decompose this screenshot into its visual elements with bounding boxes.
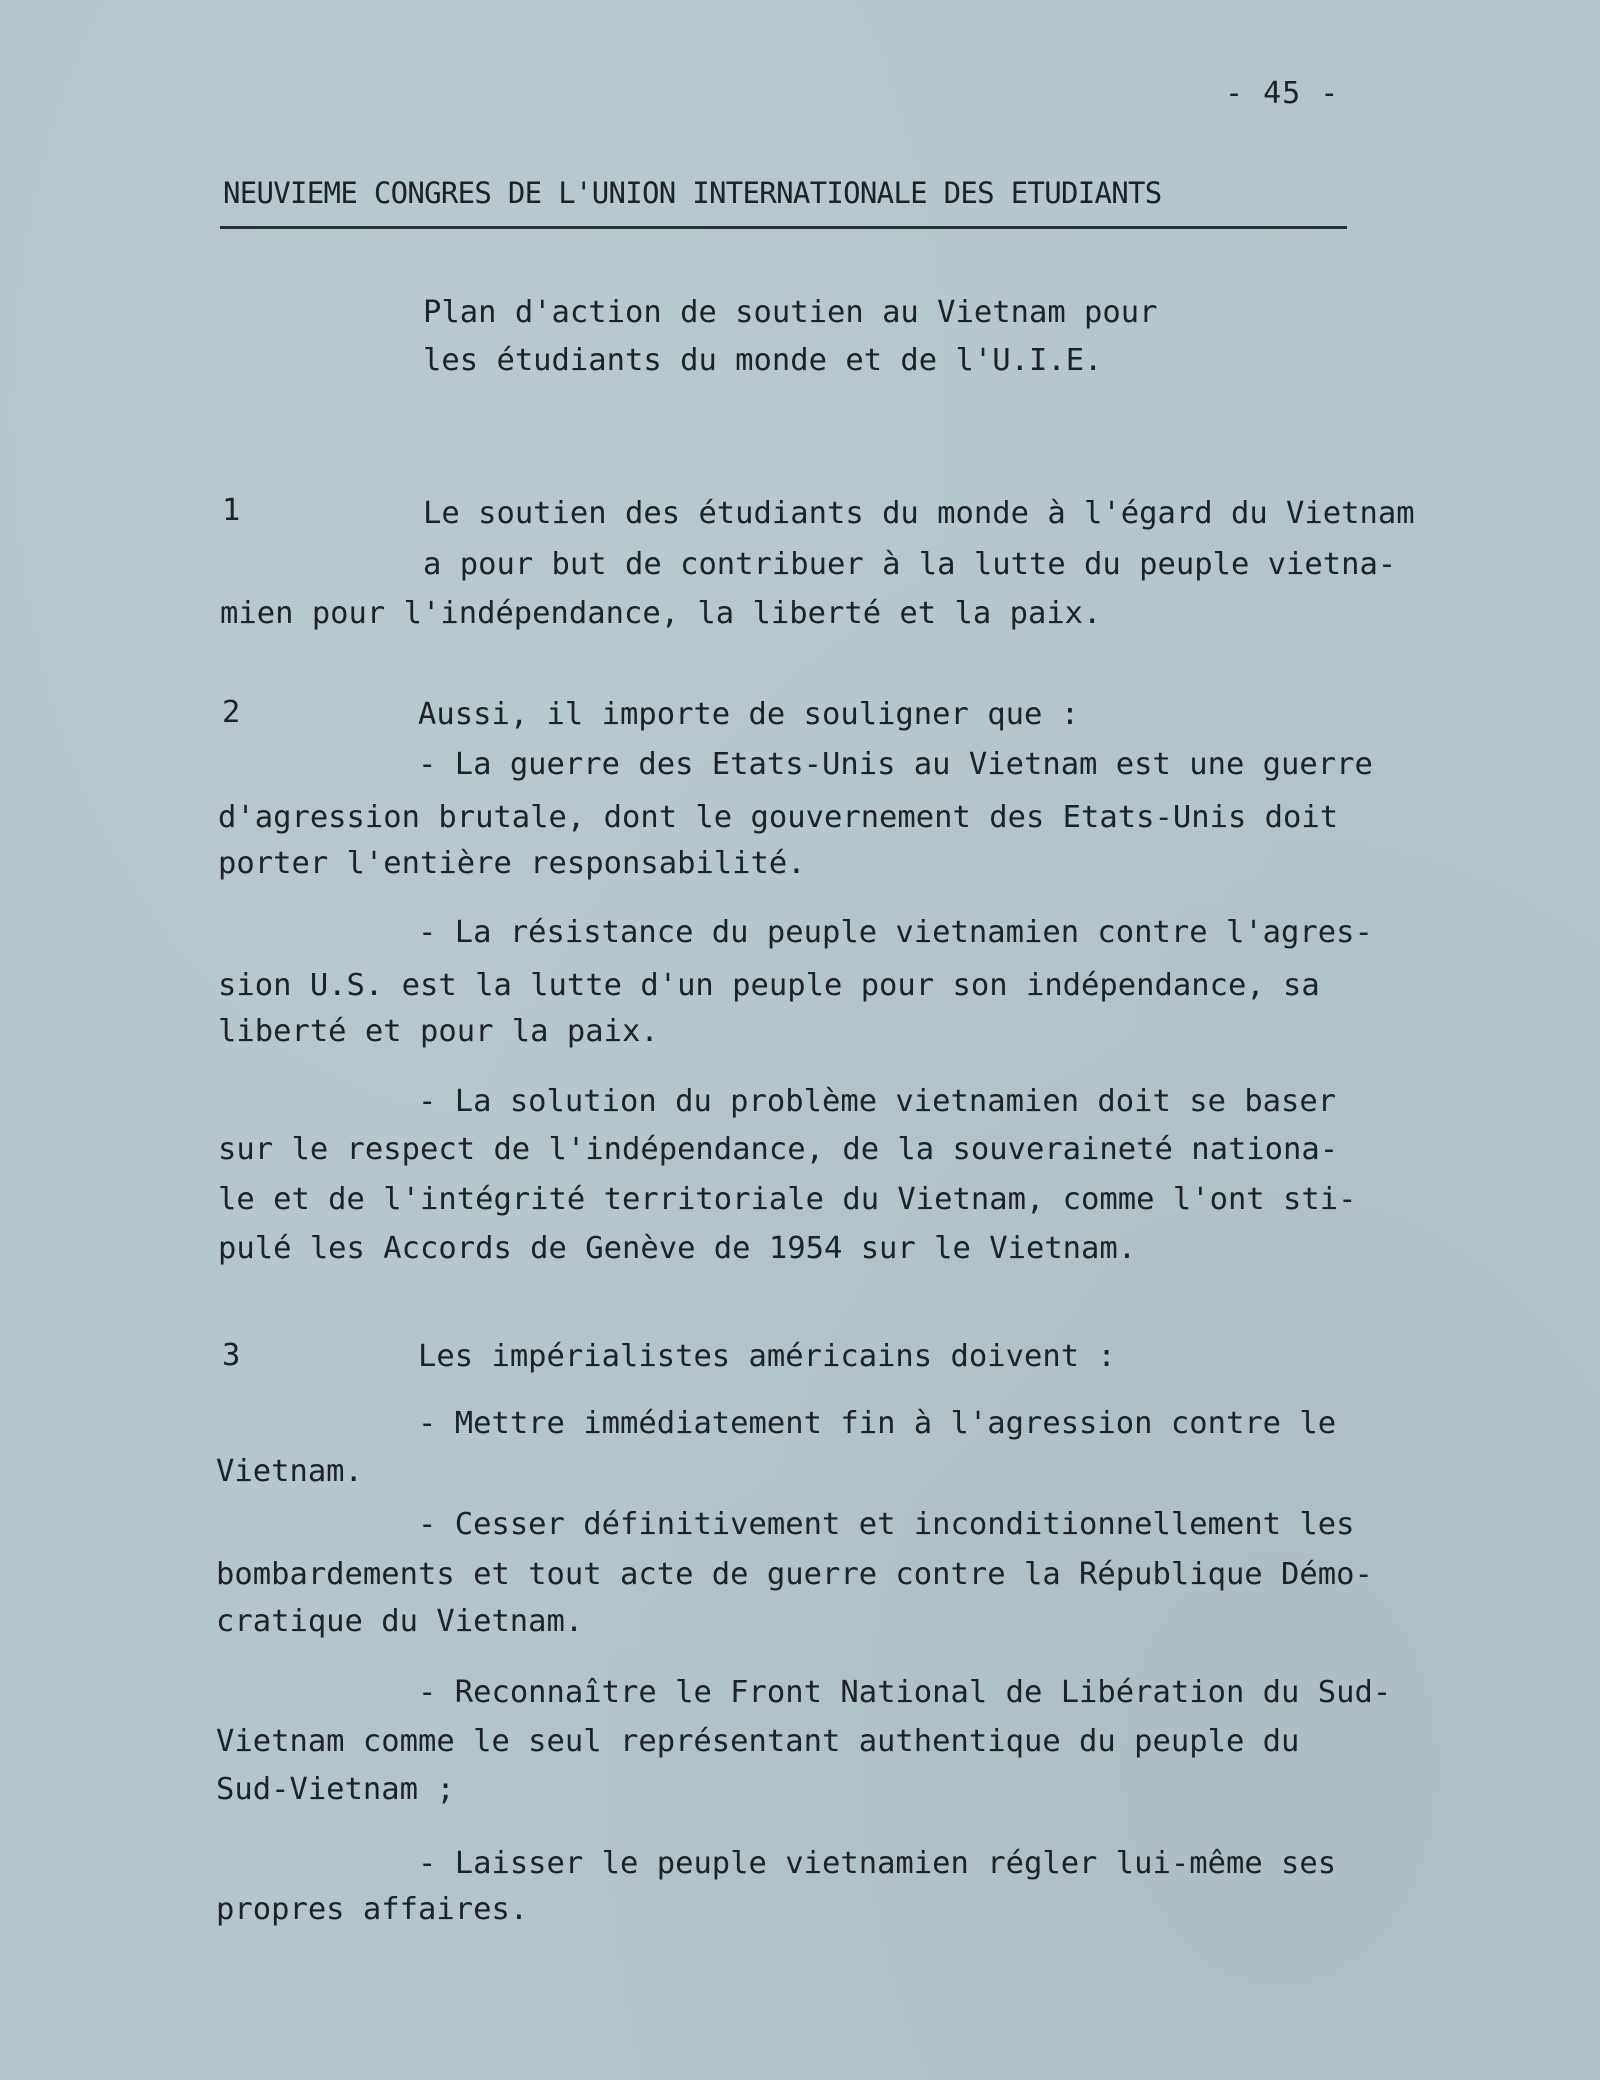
- section-line: le et de l'intégrité territoriale du Vietnam, comme l'ont sti-: [218, 1182, 1357, 1217]
- title-line: les étudiants du monde et de l'U.I.E.: [423, 343, 1103, 378]
- section-line: - La résistance du peuple vietnamien contre l'agres-: [418, 915, 1373, 950]
- section-line: - Reconnaître le Front National de Libération du Sud-: [418, 1675, 1392, 1710]
- page-number: - 45 -: [1225, 76, 1340, 111]
- section-line: sion U.S. est la lutte d'un peuple pour son indépendance, sa: [218, 968, 1320, 1003]
- document-heading: NEUVIEME CONGRES DE L'UNION INTERNATIONALE DES ETUDIANTS: [223, 176, 1162, 210]
- section-number: 1: [222, 493, 241, 528]
- section-line: pulé les Accords de Genève de 1954 sur le Vietnam.: [218, 1231, 1137, 1266]
- section-line: propres affaires.: [216, 1892, 529, 1927]
- section-line: - Mettre immédiatement fin à l'agression contre le: [418, 1406, 1337, 1441]
- heading-underline: [220, 226, 1347, 229]
- section-line: Les impérialistes américains doivent :: [418, 1339, 1116, 1374]
- section-line: sur le respect de l'indépendance, de la souveraineté nationa-: [218, 1132, 1339, 1167]
- section-line: Le soutien des étudiants du monde à l'égard du Vietnam: [423, 496, 1415, 531]
- section-line: liberté et pour la paix.: [218, 1014, 659, 1049]
- section-line: Sud-Vietnam ;: [216, 1772, 455, 1807]
- title-line: Plan d'action de soutien au Vietnam pour: [423, 295, 1158, 330]
- section-line: Vietnam.: [216, 1454, 363, 1489]
- section-line: Vietnam comme le seul représentant authentique du peuple du: [216, 1724, 1300, 1759]
- section-line: porter l'entière responsabilité.: [218, 846, 806, 881]
- section-line: - La guerre des Etats-Unis au Vietnam est une guerre: [418, 747, 1373, 782]
- section-line: mien pour l'indépendance, la liberté et la paix.: [220, 596, 1102, 631]
- section-number: 2: [222, 695, 241, 730]
- section-number: 3: [222, 1338, 241, 1373]
- section-line: - Laisser le peuple vietnamien régler lui-même ses: [418, 1846, 1337, 1881]
- section-line: a pour but de contribuer à la lutte du peuple vietna-: [423, 547, 1397, 582]
- section-line: Aussi, il importe de souligner que :: [418, 697, 1080, 732]
- section-line: cratique du Vietnam.: [216, 1604, 584, 1639]
- section-line: bombardements et tout acte de guerre contre la République Démo-: [216, 1557, 1373, 1592]
- section-line: - La solution du problème vietnamien doit se baser: [418, 1084, 1337, 1119]
- section-line: - Cesser définitivement et inconditionnellement les: [418, 1507, 1355, 1542]
- section-line: d'agression brutale, dont le gouvernement des Etats-Unis doit: [218, 800, 1339, 835]
